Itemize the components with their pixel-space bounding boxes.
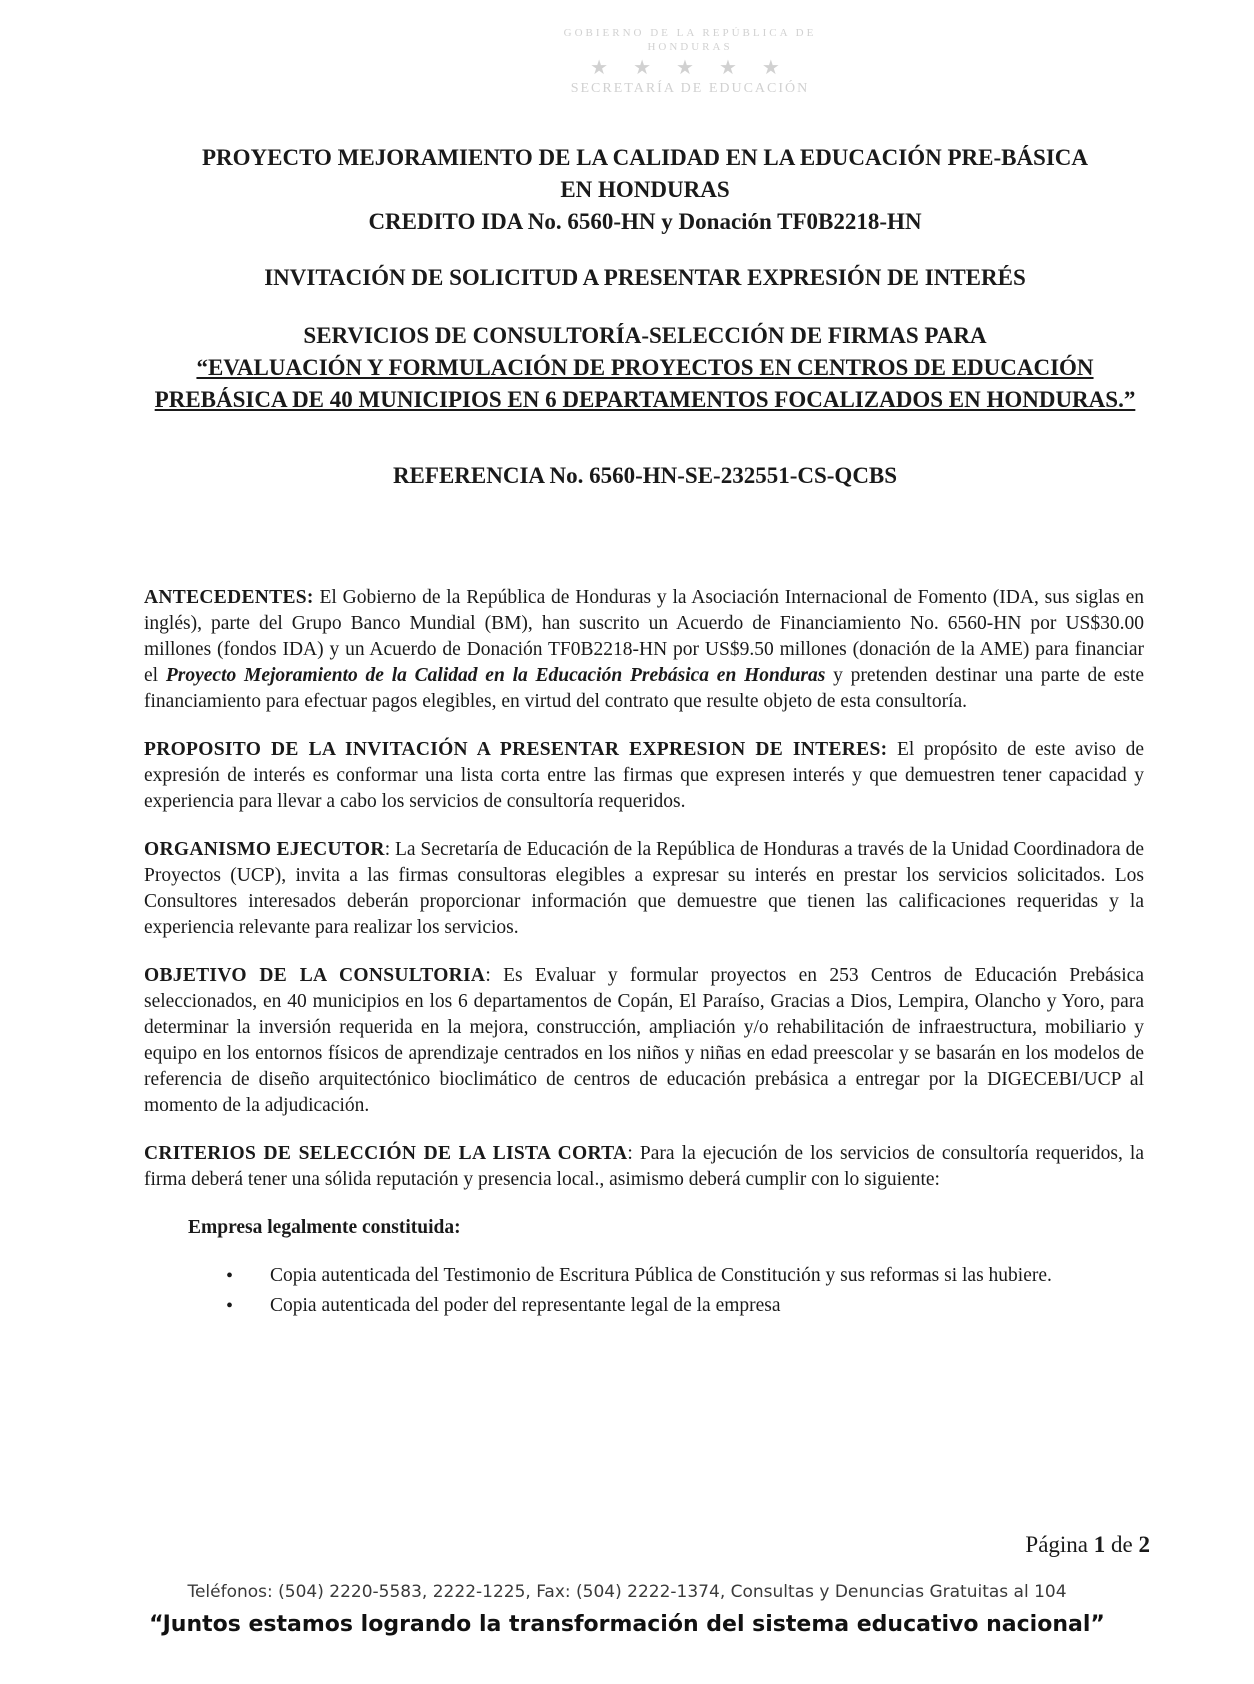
document-body: [144, 585, 1144, 1323]
list-item: [144, 1263, 1144, 1289]
objetivo-label: OBJETIVO DE LA CONSULTORIA: [144, 965, 486, 986]
page-of: de: [1111, 1532, 1133, 1557]
list-item-text: Copia autenticada del poder del representante legal de la empresa: [270, 1295, 781, 1316]
services-title: “EVALUACIÓN Y FORMULACIÓN DE PROYECTOS EN CENTROS DE EDUCACIÓN PREBÁSICA DE 40 MUNICIPIOS EN 6 DEPARTAMENTOS FOCALIZADOS EN HONDURAS.”: [154, 355, 1136, 412]
organismo-label: ORGANISMO EJECUTOR: [144, 839, 385, 860]
criterios-label: CRITERIOS DE SELECCIÓN DE LA LISTA CORTA: [144, 1143, 628, 1164]
seal-bottom-text: SECRETARÍA DE EDUCACIÓN: [570, 81, 810, 96]
requirements-list: [144, 1263, 1144, 1319]
footer-contacts: Teléfonos: (504) 2220-5583, 2222-1225, Fax: (504) 2222-1374, Consultas y Denuncias Gratuitas al 104: [187, 1582, 1067, 1602]
empresa-heading: Empresa legalmente constituida:: [188, 1217, 461, 1238]
seal-stars-icon: ★ ★ ★ ★ ★: [590, 57, 790, 79]
objetivo-paragraph: [144, 963, 1144, 1119]
list-item: [144, 1293, 1144, 1319]
footer-slogan: “Juntos estamos logrando la transformación del sistema educativo nacional”: [149, 1612, 1105, 1637]
organismo-text: : La Secretaría de Educación de la República de Honduras a través de la Unidad Coordinadora de Proyectos (UCP), invita a las firmas consultoras elegibles a expresar su interés en prestar los servicios solicitados. Los Consultores interesados deberán proporcionar información que demuestre que tienen las calificaciones requeridas y la experiencia relevante para realizar los servicios.: [144, 839, 1144, 938]
bullet-icon: •: [226, 1295, 234, 1317]
institution-seal: [520, 26, 860, 98]
objetivo-text: : Es Evaluar y formular proyectos en 253 Centros de Educación Prebásica seleccionados, en 40 municipios en los 6 departamentos de Copán, El Paraíso, Gracias a Dios, Lempira, Olancho y Yoro, para determinar la inversión requerida en la mejora, construcción, ampliación y/o rehabilitación de infraestructura, mobiliario y equipo en los entornos físicos de aprendizaje centrados en los niños y niñas en edad preescolar y se basarán en los modelos de referencia de diseño arquitectónico bioclimático de centros de educación prebásica a entregar por la DIGECEBI/UCP al momento de la adjudicación.: [144, 965, 1144, 1116]
antecedentes-text-b: y pretenden destinar una parte de este financiamiento para efectuar pagos elegibles, en virtud del contrato que resulte objeto de esta consultoría.: [144, 665, 1145, 712]
document-header: [140, 142, 1150, 492]
criterios-text: : Para la ejecución de los servicios de consultoría requeridos, la firma deberá tener una sólida reputación y presencia local., asimismo deberá cumplir con lo siguiente:: [144, 1143, 1144, 1190]
page-total: 2: [1138, 1532, 1150, 1557]
antecedentes-text-a: El Gobierno de la República de Honduras y la Asociación Internacional de Fomento (IDA, sus siglas en inglés), parte del Grupo Banco Mundial (BM), han suscrito un Acuerdo de Financiamiento No. 6560-HN por US$30.00 millones (fondos IDA) y un Acuerdo de Donación TF0B2218-HN por US$9.50 millones (donación de la AME) para financiar el: [144, 587, 1144, 686]
page-current: 1: [1093, 1532, 1106, 1557]
antecedentes-label: ANTECEDENTES:: [144, 587, 314, 608]
list-item-text: Copia autenticada del Testimonio de Escritura Pública de Constitución y sus reformas si las hubiere.: [270, 1265, 1052, 1286]
credit-line: CREDITO IDA No. 6560-HN y Donación TF0B2218-HN: [368, 209, 922, 234]
project-name: Proyecto Mejoramiento de la Calidad en la Educación Prebásica en Honduras: [165, 665, 826, 686]
proposito-text: El propósito de este aviso de expresión de interés es conformar una lista corta entre las firmas que expresen interés y que demuestren tener capacidad y experiencia para llevar a cabo los servicios de consultoría requeridos.: [144, 739, 1144, 812]
page-number: [1025, 1532, 1150, 1558]
invitation-title: INVITACIÓN DE SOLICITUD A PRESENTAR EXPRESIÓN DE INTERÉS: [264, 265, 1026, 290]
seal-top-text: GOBIERNO DE LA REPÚBLICA DE HONDURAS: [563, 27, 817, 53]
antecedentes-paragraph: [144, 585, 1144, 715]
project-title-line1: PROYECTO MEJORAMIENTO DE LA CALIDAD EN LA EDUCACIÓN PRE-BÁSICA: [201, 145, 1089, 170]
proposito-label: PROPOSITO DE LA INVITACIÓN A PRESENTAR EXPRESION DE INTERES:: [144, 739, 888, 760]
page-label: Página: [1025, 1532, 1089, 1557]
proposito-paragraph: [144, 737, 1144, 815]
organismo-paragraph: [144, 837, 1144, 941]
services-prefix: SERVICIOS DE CONSULTORÍA-SELECCIÓN DE FIRMAS PARA: [303, 323, 987, 348]
bullet-icon: •: [226, 1265, 234, 1287]
criterios-paragraph: [144, 1141, 1144, 1193]
project-title-line2: EN HONDURAS: [560, 177, 730, 202]
reference-number: REFERENCIA No. 6560-HN-SE-232551-CS-QCBS: [392, 463, 898, 488]
